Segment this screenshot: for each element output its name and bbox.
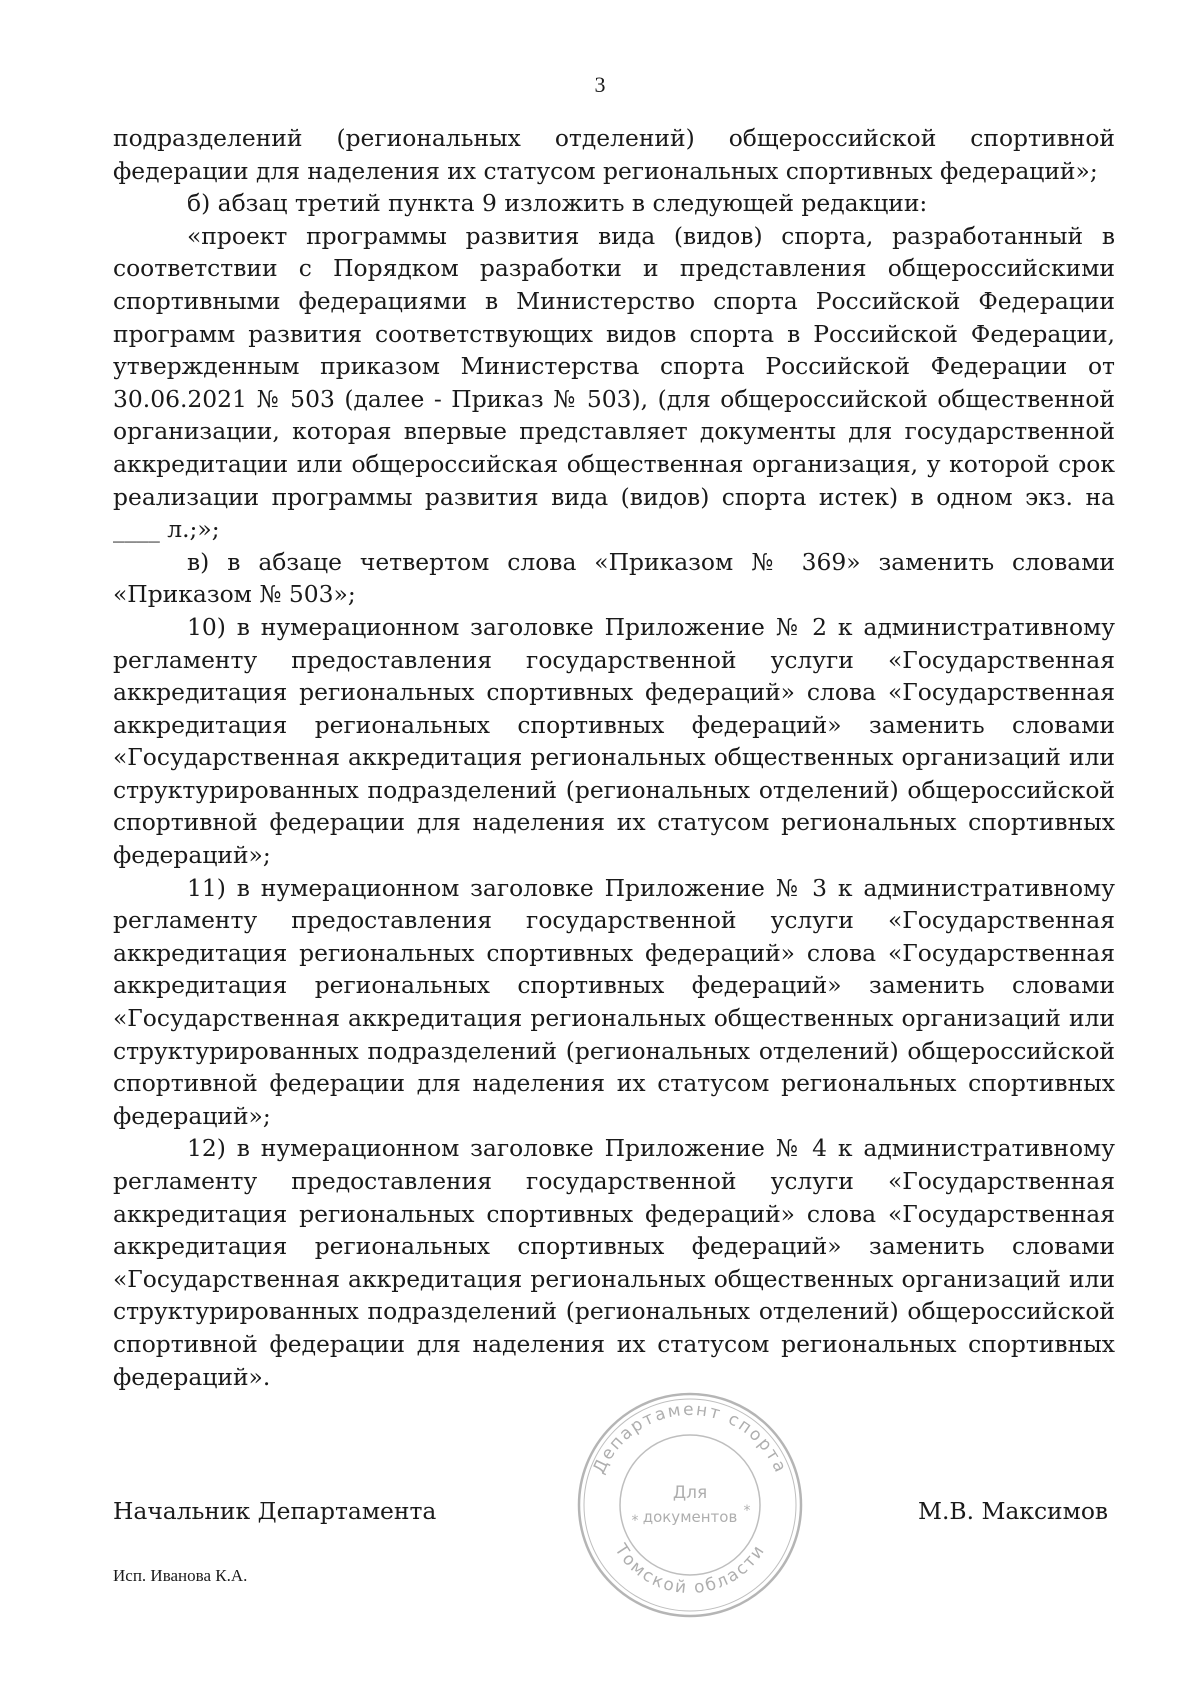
paragraph-item-v: в) в абзаце четвертом слова «Приказом № 369» заменить словами «Приказом № 503»; bbox=[113, 547, 1115, 609]
signer-name: М.В. Максимов bbox=[918, 1497, 1109, 1525]
executor-note: Исп. Иванова К.А. bbox=[113, 1566, 248, 1585]
stamp-center-line2: документов bbox=[642, 1508, 738, 1526]
document-body bbox=[113, 122, 1115, 1393]
paragraph-quoted-project: «проект программы развития вида (видов) спорта, разработанный в соответствии с Порядком разработки и представления общероссийскими спортивными федерациями в Министерство спорта Российской Федерации программ развития соответствующих видов спорта в Российской Федерации, утвержденным приказом Министерства спорта Российской Федерации от 30.06.2021 № 503 (далее - Приказ № 503), (для общероссийской общественной организации, которая впервые представляет документы для государственной аккредитации или общероссийская общественная организация, у которой срок реализации программы развития вида (видов) спорта истек) в одном экз. на ____ л.;»; bbox=[113, 221, 1115, 544]
paragraph-item-10: 10) в нумерационном заголовке Приложение № 2 к административному регламенту предоставления государственной услуги «Государственная аккредитация региональных спортивных федераций» слова «Государственная аккредитация региональных спортивных федераций» заменить словами «Государственная аккредитация региональных общественных организаций или структурированных подразделений (региональных отделений) общероссийской спортивной федерации для наделения их статусом региональных спортивных федераций»; bbox=[113, 612, 1115, 870]
paragraph-item-b: б) абзац третий пункта 9 изложить в следующей редакции: bbox=[187, 189, 928, 218]
stamp-ring-top-text: Департамент спорта bbox=[589, 1399, 791, 1478]
signer-title: Начальник Департамента bbox=[113, 1497, 437, 1525]
paragraph-item-12: 12) в нумерационном заголовке Приложение № 4 к административному регламенту предоставления государственной услуги «Государственная аккредитация региональных спортивных федераций» слова «Государственная аккредитация региональных спортивных федераций» заменить словами «Государственная аккредитация региональных общественных организаций или структурированных подразделений (региональных отделений) общероссийской спортивной федерации для наделения их статусом региональных спортивных федераций». bbox=[113, 1134, 1115, 1391]
stamp-star-left-icon: * bbox=[631, 1513, 639, 1529]
page-number: 3 bbox=[594, 72, 606, 97]
paragraph-item-11: 11) в нумерационном заголовке Приложение № 3 к административному регламенту предоставления государственной услуги «Государственная аккредитация региональных спортивных федераций» слова «Государственная аккредитация региональных спортивных федераций» заменить словами «Государственная аккредитация региональных общественных организаций или структурированных подразделений (региональных отделений) общероссийской спортивной федерации для наделения их статусом региональных спортивных федераций»; bbox=[113, 873, 1115, 1130]
paragraph-continuation: подразделений (региональных отделений) общероссийской спортивной федерации для наделения их статусом региональных спортивных федераций»; bbox=[113, 124, 1115, 185]
stamp-center-line1: Для bbox=[672, 1483, 708, 1503]
stamp-star-right-icon: * bbox=[743, 1503, 751, 1519]
official-stamp bbox=[575, 1390, 805, 1620]
stamp-ring-bottom-text: Томской области bbox=[610, 1540, 770, 1599]
